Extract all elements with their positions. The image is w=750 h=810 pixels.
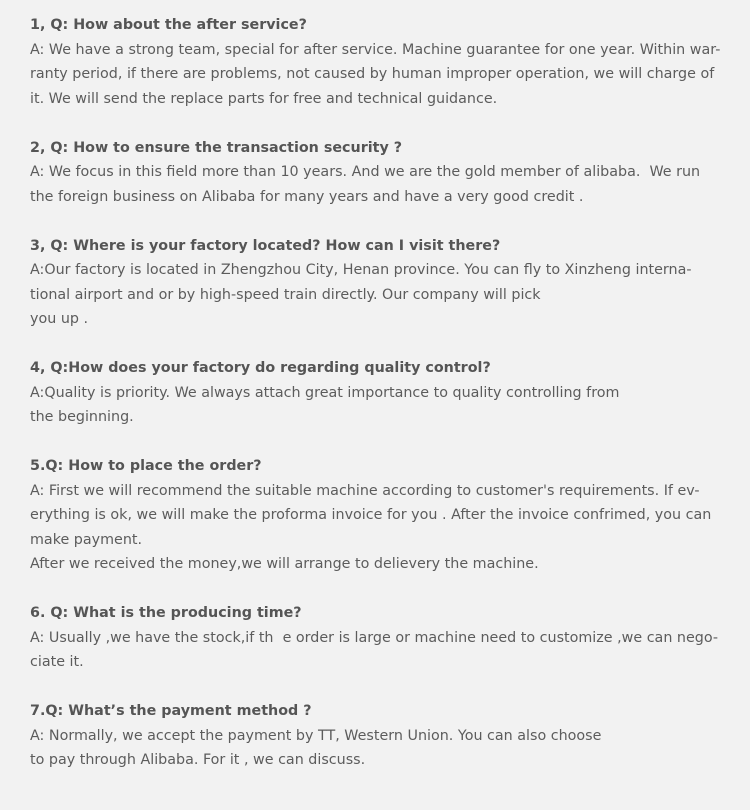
faq-answer-line: A: Usually ,we have the stock,if th e order is large or machine need to customize ,we can nego- (30, 629, 719, 646)
faq-answer-line: to pay through Alibaba. For it , we can discuss. (30, 752, 366, 768)
faq-answer-line: A: Normally, we accept the payment by TT, Western Union. You can also choose (30, 727, 602, 744)
faq-item-2 (30, 136, 730, 210)
faq-answer-line: make payment. (30, 531, 143, 548)
faq-item-1 (30, 13, 730, 111)
faq-answer-line: you up . (30, 311, 89, 327)
faq-item-7 (30, 699, 730, 773)
faq-item-3 (30, 234, 730, 332)
faq-question: 4, Q:How does your factory do regarding quality control? (30, 360, 491, 376)
faq-item-4 (30, 356, 730, 430)
faq-question: 6. Q: What is the producing time? (30, 605, 302, 621)
faq-question: 5.Q: How to place the order? (30, 458, 262, 474)
faq-item-5 (30, 454, 730, 577)
faq-question: 1, Q: How about the after service? (30, 17, 307, 33)
faq-answer-line: erything is ok, we will make the proforma invoice for you . After the invoice confrimed, you can (30, 507, 712, 523)
faq-question: 3, Q: Where is your factory located? How can I visit there? (30, 237, 501, 254)
faq-answer-line: A: First we will recommend the suitable machine according to customer's requirements. If ev- (30, 482, 700, 499)
faq-answer-line: A:Quality is priority. We always attach great importance to quality controlling from (30, 384, 620, 401)
faq-answer-line: A: We have a strong team, special for after service. Machine guarantee for one year. Within war- (30, 41, 721, 58)
faq-question: 7.Q: What’s the payment method ? (30, 703, 312, 719)
faq-answer-line: it. We will send the replace parts for free and technical guidance. (30, 90, 498, 107)
faq-answer-line: tional airport and or by high-speed train directly. Our company will pick (30, 286, 541, 303)
faq-answer-line: the foreign business on Alibaba for many years and have a very good credit . (30, 188, 584, 205)
faq-answer-line: After we received the money,we will arrange to delievery the machine. (30, 556, 539, 572)
faq-answer-line: A:Our factory is located in Zhengzhou City, Henan province. You can fly to Xinzheng interna- (30, 262, 692, 278)
faq-answer-line: the beginning. (30, 409, 134, 425)
faq-answer-line: ciate it. (30, 654, 84, 670)
faq-answer-line: ranty period, if there are problems, not caused by human improper operation, we will charge of (30, 66, 715, 82)
faq-answer-line: A: We focus in this field more than 10 years. And we are the gold member of alibaba. We run (30, 164, 701, 180)
faq-question: 2, Q: How to ensure the transaction security ? (30, 139, 403, 156)
faq-item-6 (30, 601, 730, 675)
